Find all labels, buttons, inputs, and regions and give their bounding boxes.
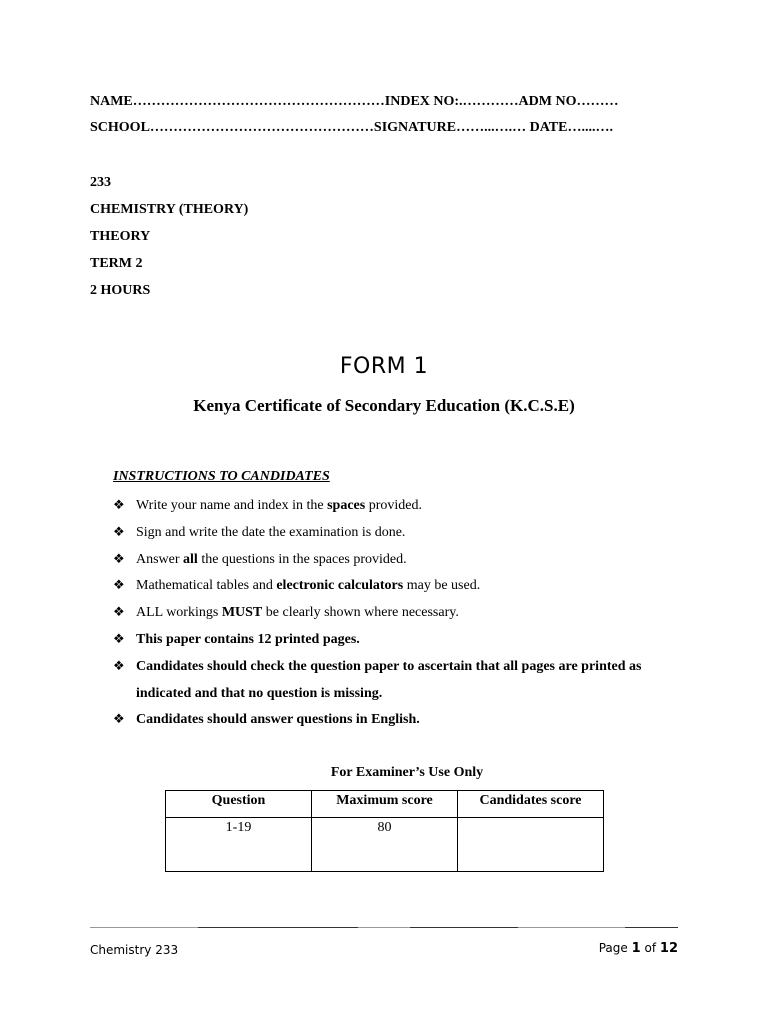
- score-table-header: [166, 791, 604, 818]
- instruction-text: the questions in the spaces provided.: [197, 551, 407, 567]
- column-header-maximum-score: Maximum score: [312, 791, 458, 818]
- exam-title: Kenya Certificate of Secondary Education (K.C.S.E): [193, 396, 575, 415]
- candidates-score-cell: [458, 818, 604, 872]
- column-header-candidates-score: Candidates score: [458, 791, 604, 818]
- school-signature-date-line: SCHOOL…………………………………………SIGNATURE……...….… DATE…....….: [90, 120, 613, 135]
- footer-rule: [90, 927, 678, 928]
- instructions-list: [113, 493, 683, 734]
- bullet-icon: ❖: [113, 578, 125, 594]
- instruction-item: [113, 707, 683, 734]
- instruction-item: [113, 493, 683, 520]
- question-range-cell: 1-19: [166, 818, 312, 872]
- instruction-emphasis: Candidates should answer questions in English.: [136, 712, 420, 728]
- bullet-icon: ❖: [113, 498, 125, 513]
- bullet-icon: ❖: [113, 631, 125, 647]
- name-index-adm-line: NAME………………………………………………INDEX NO:.…………ADM NO………: [90, 94, 619, 109]
- bullet-icon: ❖: [113, 712, 125, 728]
- footer-rule-accent: [198, 927, 358, 928]
- instruction-text: provided.: [365, 498, 422, 513]
- instruction-emphasis: Candidates should check the question paper to ascertain that all pages are printed as indicated and that no question is missing.: [136, 658, 642, 701]
- instruction-text: may be used.: [403, 578, 481, 594]
- form-title: FORM 1: [339, 354, 429, 379]
- bullet-icon: ❖: [113, 658, 125, 674]
- current-page: 1: [631, 941, 641, 956]
- total-pages: 12: [659, 941, 678, 956]
- instruction-emphasis: This paper contains 12 printed pages.: [136, 631, 360, 647]
- footer-rule-accent: [625, 927, 678, 928]
- term: TERM 2: [90, 256, 143, 271]
- instruction-text: Answer: [136, 551, 184, 567]
- paper-code: 233: [90, 175, 111, 190]
- duration: 2 HOURS: [90, 283, 151, 298]
- bullet-icon: ❖: [113, 551, 125, 567]
- instructions-heading: INSTRUCTIONS TO CANDIDATES: [113, 469, 330, 484]
- instruction-emphasis: MUST: [221, 605, 263, 621]
- instruction-text: ALL workings: [136, 605, 222, 621]
- maximum-score-cell: 80: [312, 818, 458, 872]
- column-header-question: Question: [166, 791, 312, 818]
- table-row: [166, 818, 604, 872]
- instruction-item: [113, 573, 683, 600]
- instruction-emphasis: spaces: [327, 498, 366, 513]
- subject-name: CHEMISTRY (THEORY): [90, 202, 249, 217]
- bullet-icon: ❖: [113, 605, 125, 621]
- instruction-text: Mathematical tables and: [136, 578, 277, 594]
- of-label: of: [644, 941, 657, 955]
- page-number: [599, 941, 678, 956]
- instruction-item: [113, 520, 683, 547]
- examiner-score-table: [165, 790, 604, 872]
- bullet-icon: ❖: [113, 524, 125, 540]
- footer-subject: Chemistry 233: [90, 943, 179, 957]
- footer-rule-accent: [410, 927, 518, 928]
- instruction-text: Sign and write the date the examination is done.: [136, 524, 406, 540]
- instruction-emphasis: all: [183, 551, 198, 567]
- instruction-item: [113, 627, 683, 654]
- instruction-item: [113, 547, 683, 574]
- paper-type: THEORY: [90, 229, 151, 244]
- examiner-use-title: For Examiner’s Use Only: [330, 765, 484, 780]
- instruction-item: [113, 654, 683, 708]
- instruction-item: [113, 600, 683, 627]
- paper-details: [90, 169, 248, 304]
- instruction-text: be clearly shown where necessary.: [262, 605, 459, 621]
- instruction-emphasis: electronic calculators: [276, 578, 404, 594]
- instruction-text: Write your name and index in the: [136, 498, 328, 513]
- page-label: Page: [598, 941, 628, 955]
